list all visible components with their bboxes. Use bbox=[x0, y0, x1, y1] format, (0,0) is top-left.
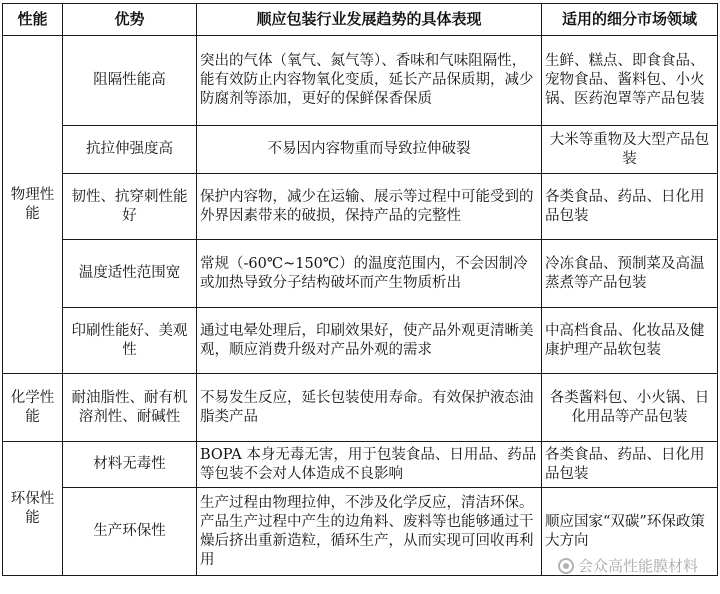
advantage-cell: 材料无毒性 bbox=[63, 442, 197, 488]
detail-cell: 常规（-60℃~150℃）的温度范围内，不会因制冷或加热导致分子结构破坏而产生物质析出 bbox=[197, 240, 542, 308]
table-row bbox=[3, 240, 718, 308]
market-cell: 各类食品、药品、日化用品包装 bbox=[542, 174, 718, 240]
category-chemical: 化学性能 bbox=[3, 374, 63, 442]
table-row bbox=[3, 442, 718, 488]
header-detail: 顺应包装行业发展趋势的具体表现 bbox=[197, 4, 542, 36]
table-row bbox=[3, 308, 718, 374]
header-market: 适用的细分市场领域 bbox=[542, 4, 718, 36]
market-cell: 各类食品、药品、日化用品包装 bbox=[542, 442, 718, 488]
detail-cell: BOPA 本身无毒无害，用于包装食品、日用品、药品等包装不会对人体造成不良影响 bbox=[197, 442, 542, 488]
market-cell: 顺应国家“双碳”环保政策大方向 bbox=[542, 488, 718, 576]
brand-logo-icon bbox=[558, 558, 574, 574]
detail-cell: 通过电晕处理后，印刷效果好，使产品外观更清晰美观，顺应消费升级对产品外观的需求 bbox=[197, 308, 542, 374]
advantage-cell: 生产环保性 bbox=[63, 488, 197, 576]
table-header-row bbox=[3, 4, 718, 36]
market-cell: 生鲜、糕点、即食食品、宠物食品、酱料包、小火锅、医药泡罩等产品包装 bbox=[542, 36, 718, 126]
watermark bbox=[558, 555, 698, 576]
table-row bbox=[3, 126, 718, 174]
advantage-cell: 阻隔性能高 bbox=[63, 36, 197, 126]
detail-cell: 生产过程由物理拉伸，不涉及化学反应，清洁环保。产品生产过程中产生的边角料、废料等也能够通过干燥后挤出重新造粒，循环生产，从而实现可回收再利用 bbox=[197, 488, 542, 576]
advantage-cell: 印刷性能好、美观性 bbox=[63, 308, 197, 374]
market-cell: 中高档食品、化妆品及健康护理产品软包装 bbox=[542, 308, 718, 374]
advantage-cell: 温度适性范围宽 bbox=[63, 240, 197, 308]
detail-cell: 保护内容物，减少在运输、展示等过程中可能受到的外界因素带来的破损，保持产品的完整性 bbox=[197, 174, 542, 240]
table-row bbox=[3, 174, 718, 240]
performance-table bbox=[2, 3, 718, 576]
header-advantage: 优势 bbox=[63, 4, 197, 36]
market-cell: 各类酱料包、小火锅、日化用品等产品包装 bbox=[542, 374, 718, 442]
detail-cell: 不易因内容物重而导致拉伸破裂 bbox=[197, 126, 542, 174]
market-cell: 冷冻食品、预制菜及高温蒸煮等产品包装 bbox=[542, 240, 718, 308]
table-row bbox=[3, 36, 718, 126]
detail-cell: 不易发生反应，延长包装使用寿命。有效保护液态油脂类产品 bbox=[197, 374, 542, 442]
category-environmental: 环保性能 bbox=[3, 442, 63, 576]
watermark-text: 会众高性能膜材料 bbox=[577, 557, 698, 575]
advantage-cell: 耐油脂性、耐有机溶剂性、耐碱性 bbox=[63, 374, 197, 442]
detail-cell: 突出的气体（氧气、氮气等）、香味和气味阻隔性，能有效防止内容物氧化变质，延长产品保质期，减少防腐剂等添加，更好的保鲜保香保质 bbox=[197, 36, 542, 126]
category-physical: 物理性能 bbox=[3, 36, 63, 374]
advantage-cell: 抗拉伸强度高 bbox=[63, 126, 197, 174]
advantage-cell: 韧性、抗穿刺性能好 bbox=[63, 174, 197, 240]
header-performance: 性能 bbox=[3, 4, 63, 36]
market-cell: 大米等重物及大型产品包装 bbox=[542, 126, 718, 174]
table-row bbox=[3, 374, 718, 442]
